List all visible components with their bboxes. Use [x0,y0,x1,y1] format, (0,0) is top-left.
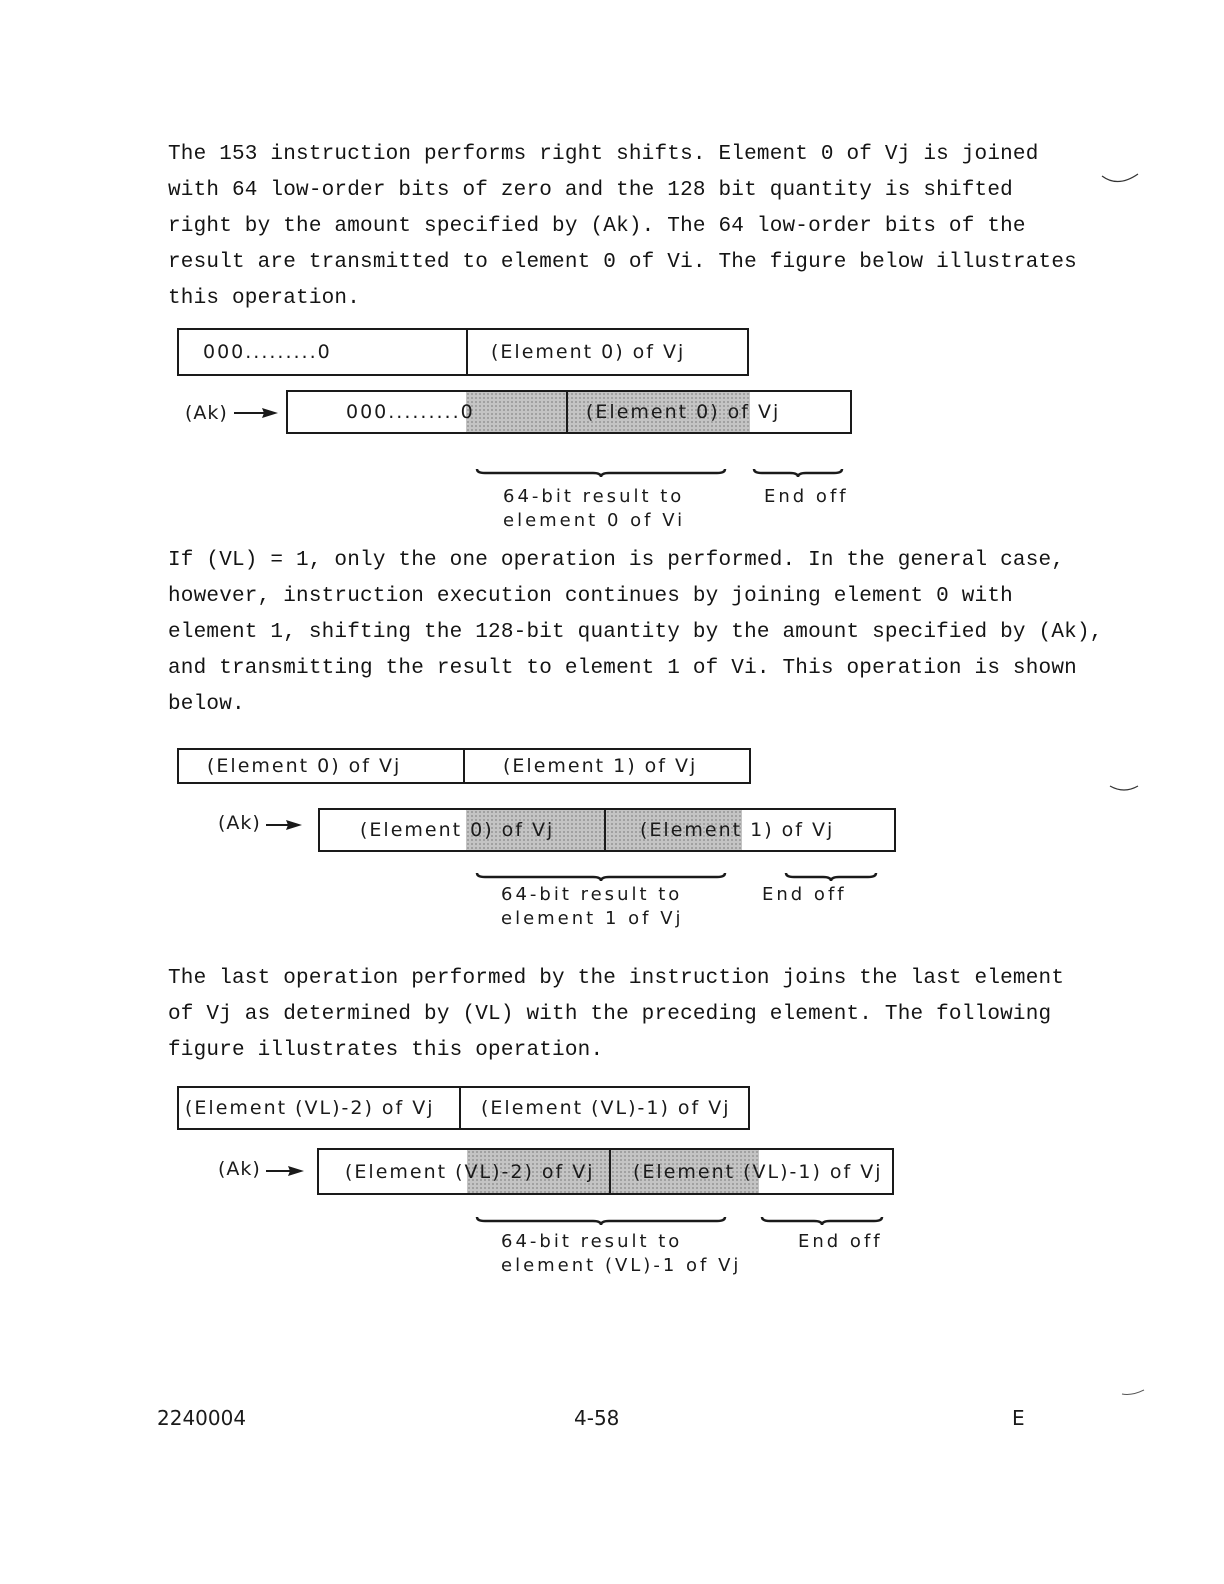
text-line: The last operation performed by the instruction joins the last element [168,967,1065,990]
figure-2-bottom-left-cell: (Element 0) of Vj [360,819,555,841]
figure-2-endoff-label: End off [762,884,847,905]
figure-3-result-brace [475,1214,727,1226]
figure-3-bottom-divider [609,1150,611,1193]
figure-3-bottom-left-cell: (Element (VL)-2) of Vj [345,1160,595,1183]
figure-2-top-divider [463,750,465,782]
figure-3-source-register [177,1086,750,1130]
figure-2-top-right-cell: (Element 1) of Vj [503,755,698,777]
figure-1-source-register [177,328,749,376]
text-line: element 1, shifting the 128-bit quantity by the amount specified by (Ak), [168,621,1103,644]
document-number: 2240004 [157,1406,247,1430]
binding-mark [1100,170,1140,186]
result-label-line: element 1 of Vj [501,908,684,929]
figure-2-top-left-cell: (Element 0) of Vj [207,755,402,777]
figure-1-top-right-cell: (Element 0) of Vj [491,341,686,363]
figure-1-result-brace [475,466,727,478]
figure-1-endoff-brace [752,466,844,478]
text-line: however, instruction execution continues by joining element 0 with [168,585,1013,608]
figure-1-bottom-left-cell: 000.........0 [346,401,475,423]
figure-3-bottom-right-cell: (Element (VL)-1) of Vj [633,1160,883,1183]
text-line: result are transmitted to element 0 of Vi. The figure below illustrates [168,251,1077,274]
figure-1-result-label [503,485,685,533]
figure-2-ak-label: (Ak) [218,812,261,834]
result-label-line: 64-bit result to [501,884,683,905]
figure-2-bottom-right-cell: (Element 1) of Vj [640,819,835,841]
page-number: 4-58 [574,1406,620,1430]
text-line: this operation. [168,287,361,310]
text-line: The 153 instruction performs right shifts. Element 0 of Vj is joined [168,143,1039,166]
figure-3-endoff-brace [760,1214,884,1226]
figure-2-shifted-register [318,808,896,852]
arrow-right-icon [234,408,278,418]
figure-1-bottom-right-cell: (Element 0) of Vj [586,401,781,423]
figure-2-bottom-divider [604,810,606,850]
text-line: of Vj as determined by (VL) with the preceding element. The following [168,1003,1052,1026]
text-line: below. [168,693,245,716]
revision-letter: E [1012,1406,1025,1430]
result-label-line: element (VL)-1 of Vj [501,1255,742,1276]
text-line: If (VL) = 1, only the one operation is performed. In the general case, [168,549,1065,572]
last-operation-paragraph [168,961,1064,1069]
text-line: figure illustrates this operation. [168,1039,604,1062]
arrow-right-icon [266,820,302,830]
arrow-right-icon [266,1166,304,1176]
result-label-line: 64-bit result to [501,1231,683,1252]
figure-1-ak-label: (Ak) [185,402,228,424]
figure-1-top-divider [466,330,468,374]
binding-mark [1120,1386,1146,1398]
result-label-line: element 0 of Vi [503,510,686,531]
figure-2-result-label [501,883,684,931]
figure-3-ak-label: (Ak) [218,1158,261,1180]
text-line: right by the amount specified by (Ak). The 64 low-order bits of the [168,215,1026,238]
intro-paragraph [168,137,1077,317]
figure-1-endoff-label: End off [764,486,849,507]
figure-2-result-brace [475,870,727,882]
figure-3-endoff-label: End off [798,1231,883,1252]
figure-3-top-right-cell: (Element (VL)-1) of Vj [481,1097,731,1119]
figure-1-shifted-register [286,390,852,434]
figure-3-top-divider [459,1088,461,1128]
general-case-paragraph [168,543,1103,723]
figure-2-endoff-brace [784,870,878,882]
result-label-line: 64-bit result to [503,486,685,507]
figure-1-top-left-cell: 000.........0 [203,341,332,363]
figure-3-shifted-register [317,1148,894,1195]
figure-2-source-register [177,748,751,784]
text-line: and transmitting the result to element 1 of Vi. This operation is shown [168,657,1077,680]
binding-mark [1108,780,1140,794]
figure-3-top-left-cell: (Element (VL)-2) of Vj [185,1097,435,1119]
figure-1-bottom-divider [566,392,568,432]
figure-3-result-label [501,1230,741,1278]
text-line: with 64 low-order bits of zero and the 128 bit quantity is shifted [168,179,1013,202]
